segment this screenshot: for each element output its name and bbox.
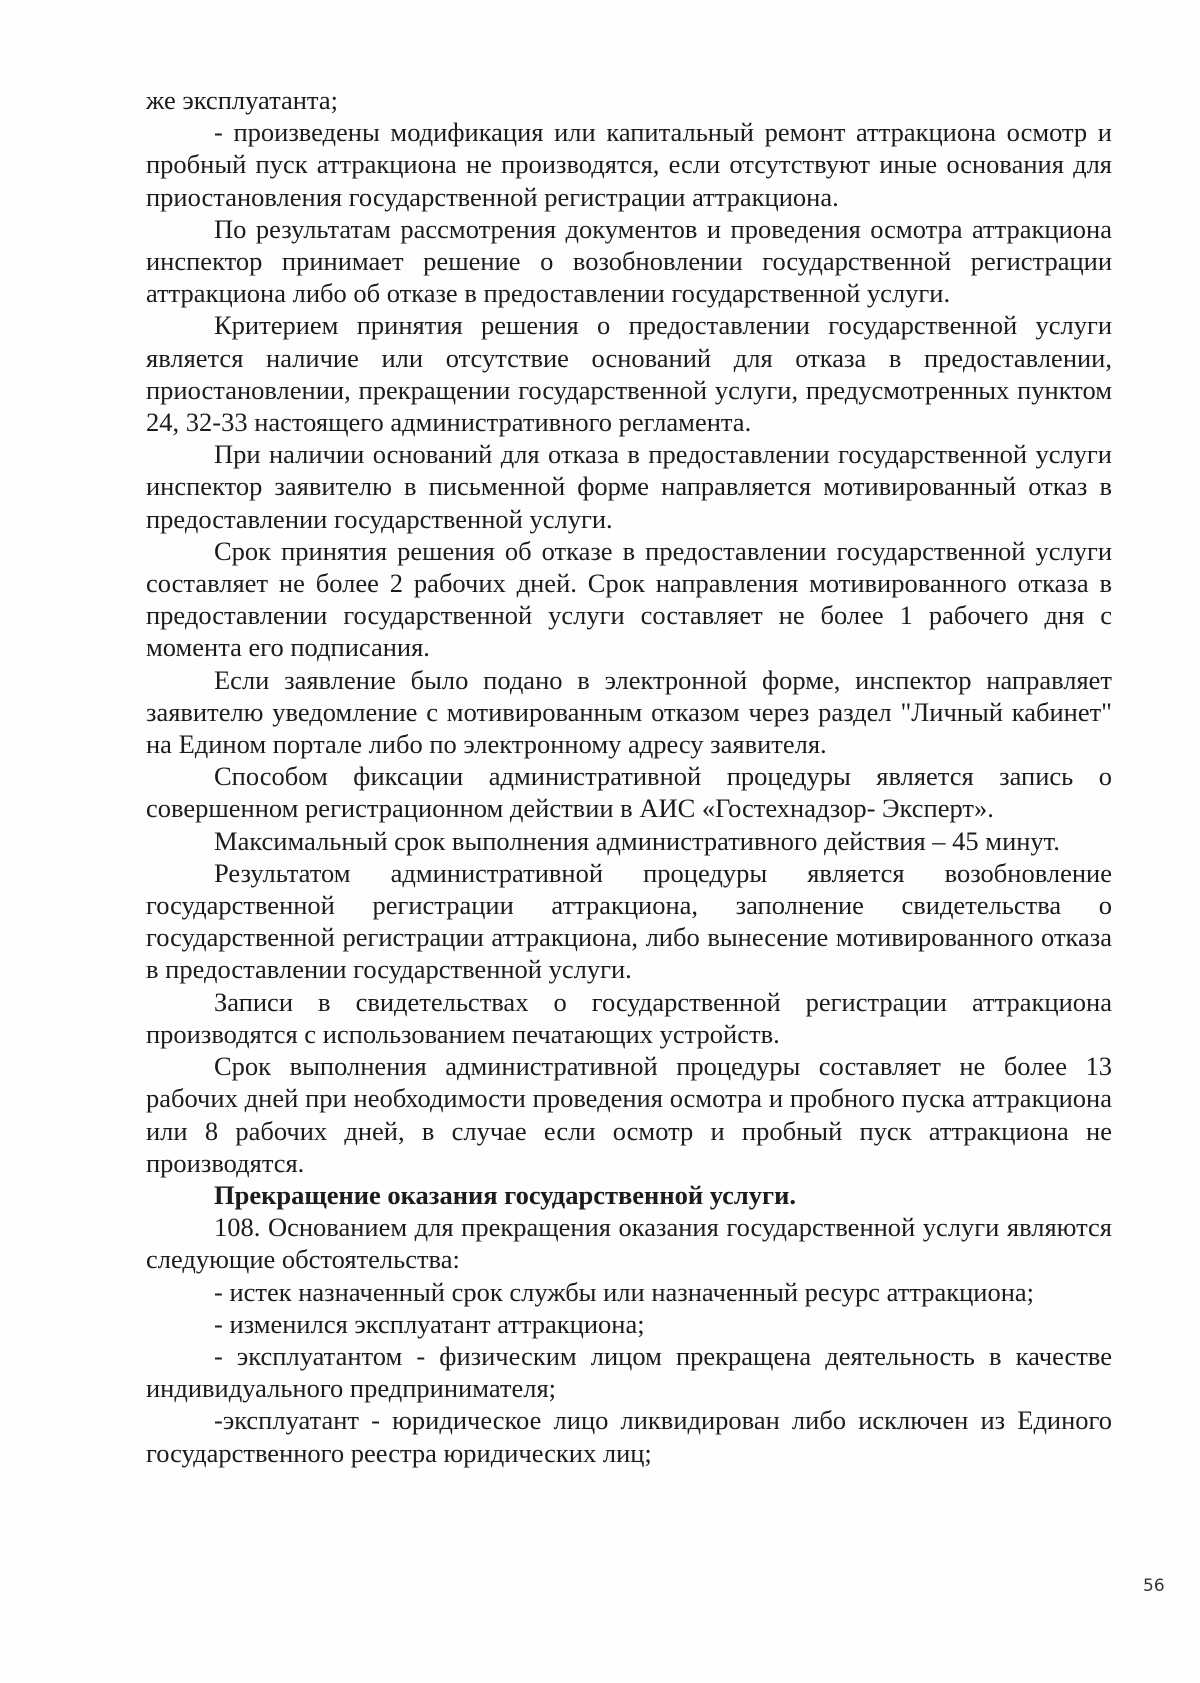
paragraph-recording-method: Способом фиксации административной процедуры является запись о совершенном регистрационном действии в АИС «Гостехнадзор- Эксперт». — [146, 761, 1112, 824]
page-number: 56 — [1143, 1576, 1165, 1596]
paragraph-decision-criterion: Критерием принятия решения о предоставлении государственной услуги является наличие или отсутствие оснований для отказа в предоставлении, приостановлении, прекращении государственной услуги, предусмотренных пунктом 24, 32-33 настоящего административного регламента. — [146, 310, 1112, 438]
paragraph-inspection-results: По результатам рассмотрения документов и проведения осмотра аттракциона инспектор принимает решение о возобновлении государственной регистрации аттракциона либо об отказе в предоставлении государственной услуги. — [146, 213, 1112, 309]
section-heading: Прекращение оказания государственной услуги. — [214, 1179, 796, 1210]
paragraph-continuation: же эксплуатанта; — [146, 85, 338, 115]
paragraph-refusal-grounds: При наличии оснований для отказа в предоставлении государственной услуги инспектор заявителю в письменной форме направляется мотивированный отказ в предоставлении государственной услуги. — [146, 439, 1112, 534]
list-item-entrepreneur-ceased: - эксплуатантом - физическим лицом прекращена деятельность в качестве индивидуального предпринимателя; — [146, 1340, 1112, 1404]
paragraph-procedure-deadline: Срок выполнения административной процедуры составляет не более 13 рабочих дней при необходимости проведения осмотра и пробного пуска аттракциона или 8 рабочих дней, в случае если осмотр и пробный пуск аттракциона не производятся. — [146, 1051, 1112, 1178]
paragraph-termination-grounds: 108. Основанием для прекращения оказания государственной услуги являются следующие обстоятельства: — [146, 1212, 1112, 1275]
document-body — [146, 84, 1112, 1469]
list-item-service-life-expired: - истек назначенный срок службы или назначенный ресурс аттракциона; — [214, 1276, 1035, 1307]
paragraph-max-duration: Максимальный срок выполнения административного действия – 45 минут. — [214, 825, 1060, 856]
paragraph-electronic-notice: Если заявление было подано в электронной форме, инспектор направляет заявителю уведомление с мотивированным отказом через раздел "Личный кабинет" на Едином портале либо по электронному адресу заявителя. — [146, 664, 1112, 760]
paragraph-modification-bullet: - произведены модификация или капитальный ремонт аттракциона осмотр и пробный пуск аттракциона не производятся, если отсутствуют иные основания для приостановления государственной регистрации аттракциона. — [146, 117, 1112, 212]
list-item-operator-changed: - изменился эксплуатант аттракциона; — [214, 1308, 645, 1339]
list-item-legal-entity-liquidated: -эксплуатант - юридическое лицо ликвидирован либо исключен из Единого государственного реестра юридических лиц; — [146, 1405, 1112, 1468]
paragraph-procedure-result: Результатом административной процедуры является возобновление государственной регистрации аттракциона, заполнение свидетельства о государственной регистрации аттракциона, либо вынесение мотивированного отказа в предоставлении государственной услуги. — [146, 857, 1112, 985]
paragraph-refusal-deadline: Срок принятия решения об отказе в предоставлении государственной услуги составляет не более 2 рабочих дней. Срок направления мотивированного отказа в предоставлении государственной услуги составляет не более 1 рабочего дня с момента его подписания. — [146, 535, 1112, 663]
paragraph-certificate-entries: Записи в свидетельствах о государственной регистрации аттракциона производятся с использованием печатающих устройств. — [146, 986, 1112, 1049]
